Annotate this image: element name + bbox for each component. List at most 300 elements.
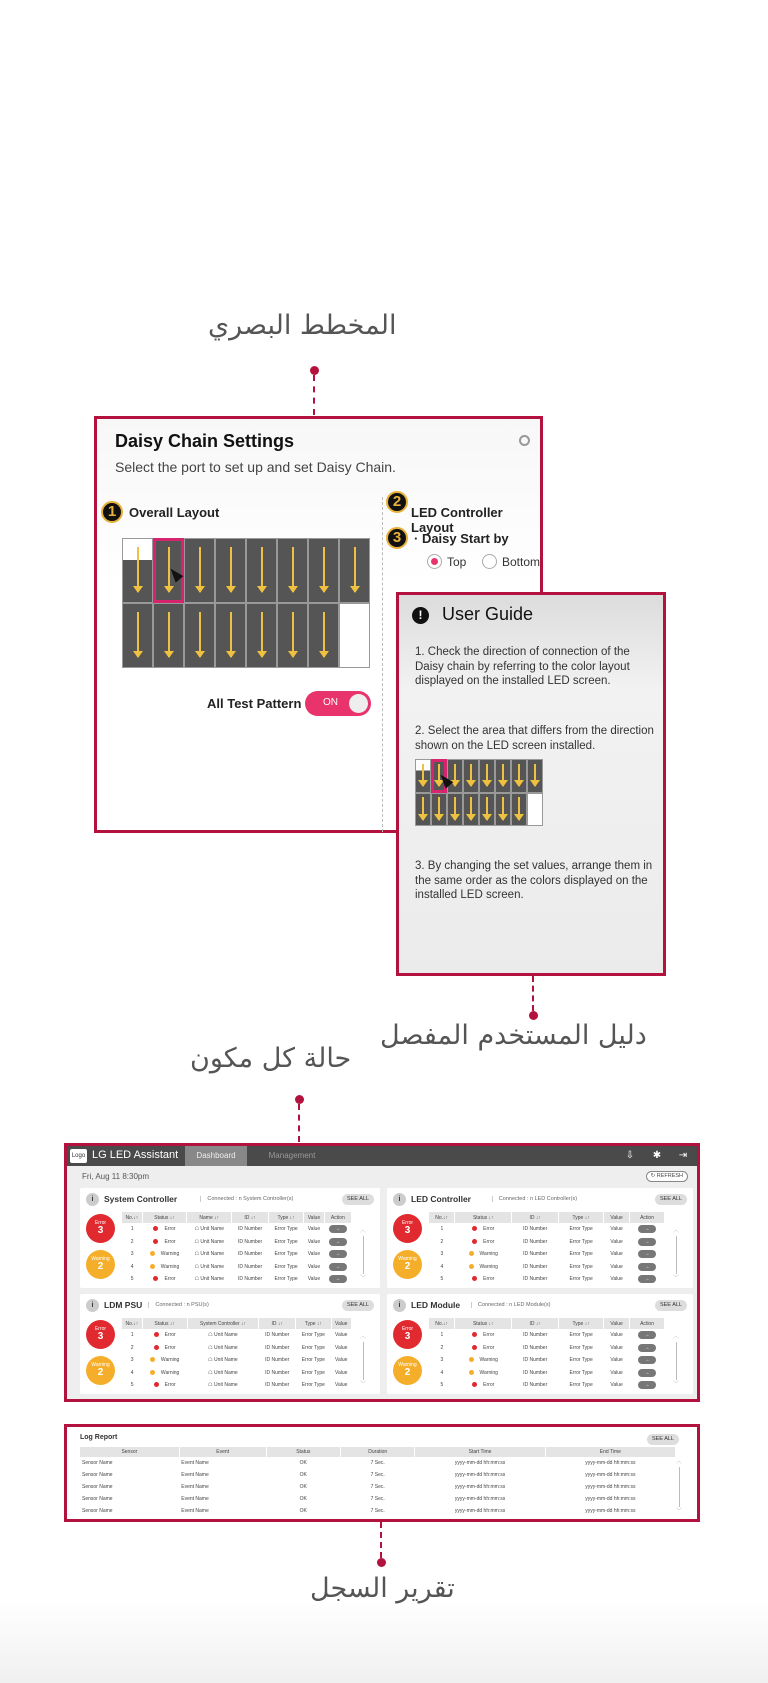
table-cell — [142, 1379, 187, 1392]
scroll-track[interactable] — [676, 1236, 677, 1274]
action-cell — [324, 1236, 351, 1249]
table-row[interactable] — [429, 1273, 665, 1286]
column-header[interactable]: Event — [179, 1447, 266, 1457]
card-scrollbar[interactable] — [673, 1334, 679, 1388]
column-header[interactable]: ID ↓↑ — [232, 1212, 269, 1223]
chevron-up-icon[interactable]: ︿ — [673, 1334, 680, 1340]
callout-connector — [532, 976, 534, 1011]
table-row[interactable] — [80, 1481, 676, 1493]
led-cabinet[interactable] — [495, 793, 511, 827]
table-cell: Event Name — [181, 1496, 209, 1502]
tab-management[interactable]: Management — [268, 1151, 316, 1160]
column-header[interactable]: Start Time — [415, 1447, 545, 1457]
table-cell — [268, 1261, 303, 1274]
warning-badge[interactable] — [393, 1356, 422, 1385]
column-header[interactable]: ID ↓↑ — [512, 1212, 559, 1223]
error-label: Error — [401, 1220, 414, 1226]
table-row[interactable] — [429, 1379, 665, 1392]
table-cell: Sensor Name — [82, 1508, 113, 1514]
connected-count: Connected : n LED Module(s) — [471, 1302, 550, 1308]
step-1-badge: 1 — [101, 501, 123, 523]
column-header[interactable]: Status ↓↑ — [455, 1212, 512, 1223]
status-dot — [472, 1239, 477, 1244]
cell-text: Error Type — [569, 1344, 593, 1351]
table-cell — [455, 1261, 512, 1274]
toggle-knob — [349, 694, 368, 713]
action-button[interactable]: → — [329, 1238, 347, 1246]
unit-icon: ☖ — [194, 1251, 201, 1258]
table-row[interactable] — [429, 1248, 665, 1261]
table-cell — [232, 1236, 269, 1249]
action-button[interactable]: → — [638, 1356, 656, 1364]
led-cabinet[interactable] — [122, 603, 153, 668]
table-row[interactable] — [429, 1342, 665, 1355]
status-dot — [472, 1226, 477, 1231]
log-see-all-button[interactable]: SEE ALL — [647, 1434, 679, 1445]
table-cell — [142, 1236, 187, 1249]
connected-count: Connected : n LED Controller(s) — [492, 1196, 577, 1202]
refresh-icon: ↻ — [650, 1173, 657, 1179]
tab-dashboard[interactable]: Dashboard — [185, 1146, 247, 1166]
arrow-down-icon — [261, 612, 263, 657]
table-cell — [604, 1354, 630, 1367]
cell-text: Warning — [160, 1263, 180, 1270]
connected-count: Connected : n System Controller(s) — [200, 1196, 293, 1202]
action-button[interactable]: → — [638, 1331, 656, 1339]
status-card — [80, 1294, 380, 1394]
table-cell — [259, 1367, 296, 1380]
table-cell — [429, 1223, 455, 1236]
card-scrollbar[interactable] — [360, 1228, 366, 1282]
table-row[interactable] — [429, 1354, 665, 1367]
table-row[interactable] — [429, 1236, 665, 1249]
column-header[interactable]: Duration — [341, 1447, 415, 1457]
action-button[interactable]: → — [638, 1225, 656, 1233]
column-header[interactable]: Type ↓↑ — [296, 1318, 331, 1329]
cell-text: ID Number — [265, 1332, 290, 1339]
cell-text: Unit Name — [200, 1263, 225, 1270]
dashboard-window — [64, 1143, 700, 1402]
table-cell — [296, 1329, 331, 1342]
table-cell — [296, 1379, 331, 1392]
cell-text: Error Type — [569, 1226, 593, 1233]
table-row[interactable] — [122, 1329, 352, 1342]
table-row[interactable] — [122, 1236, 352, 1249]
table-cell: yyyy-mm-dd hh:mm:ss — [585, 1508, 636, 1514]
led-cabinet[interactable] — [479, 759, 495, 793]
arrow-down-icon — [323, 612, 325, 657]
led-cabinet[interactable] — [308, 538, 339, 603]
unit-icon: ☖ — [208, 1357, 215, 1364]
arrow-down-icon — [470, 797, 472, 820]
table-cell — [259, 1354, 296, 1367]
info-icon: i — [86, 1193, 99, 1206]
see-all-button[interactable]: SEE ALL — [655, 1300, 687, 1311]
arrow-down-icon — [168, 612, 170, 657]
status-dot — [153, 1226, 158, 1231]
table-cell — [429, 1329, 455, 1342]
led-cabinet[interactable] — [479, 793, 495, 827]
cell-text: Unit Name — [214, 1332, 238, 1339]
led-cabinet[interactable] — [495, 759, 511, 793]
log-table — [80, 1447, 676, 1517]
column-header[interactable]: No.↓↑ — [122, 1212, 142, 1223]
arrow-down-icon — [518, 764, 520, 787]
status-dot — [154, 1332, 159, 1337]
column-header[interactable]: No.↓↑ — [429, 1212, 455, 1223]
chevron-up-icon[interactable]: ︿ — [676, 1459, 683, 1465]
table-row[interactable] — [122, 1379, 352, 1392]
table-cell — [304, 1223, 324, 1236]
table-row[interactable] — [122, 1367, 352, 1380]
table-cell — [455, 1329, 512, 1342]
cell-text: 1 — [130, 1226, 134, 1233]
chevron-up-icon[interactable]: ︿ — [360, 1334, 367, 1340]
cell-text: Error Type — [301, 1332, 325, 1339]
test-pattern-toggle[interactable] — [305, 691, 371, 716]
table-cell: yyyy-mm-dd hh:mm:ss — [454, 1484, 506, 1490]
table-cell: 7 Sec. — [370, 1508, 385, 1514]
status-table — [429, 1212, 665, 1286]
table-cell: Event Name — [181, 1472, 209, 1478]
table-cell — [604, 1273, 630, 1286]
led-cabinet[interactable] — [246, 538, 277, 603]
table-cell — [232, 1248, 269, 1261]
led-cabinet[interactable] — [184, 538, 215, 603]
led-cabinet[interactable] — [215, 538, 246, 603]
column-header[interactable]: Status ↓↑ — [142, 1318, 187, 1329]
step-3-badge: 3 — [386, 527, 408, 549]
warning-badge[interactable] — [86, 1356, 115, 1385]
chevron-down-icon[interactable]: ﹀ — [673, 1276, 680, 1282]
column-header[interactable]: No.↓↑ — [122, 1318, 142, 1329]
led-cabinet[interactable] — [339, 538, 370, 603]
cell-text: 3 — [440, 1251, 444, 1258]
table-cell — [187, 1273, 232, 1286]
action-button[interactable]: → — [329, 1263, 347, 1271]
led-cabinet[interactable] — [447, 793, 463, 827]
table-cell — [559, 1273, 604, 1286]
scroll-track[interactable] — [679, 1467, 680, 1507]
action-cell — [630, 1379, 665, 1392]
table-row[interactable] — [429, 1367, 665, 1380]
action-button[interactable]: → — [638, 1344, 656, 1352]
table-row[interactable] — [122, 1273, 352, 1286]
led-cabinet[interactable] — [277, 603, 308, 668]
arrow-down-icon — [502, 797, 504, 820]
section-divider — [382, 497, 383, 832]
action-button[interactable]: → — [638, 1275, 656, 1283]
led-cabinet[interactable] — [511, 759, 527, 793]
panel-subtitle: Select the port to set up and set Daisy Chain. — [115, 459, 396, 475]
table-row[interactable] — [80, 1493, 676, 1505]
see-all-button[interactable]: SEE ALL — [655, 1194, 687, 1205]
status-dot — [469, 1264, 474, 1269]
radio-bottom[interactable] — [482, 554, 497, 569]
table-row[interactable] — [80, 1457, 676, 1469]
error-count: 3 — [97, 1331, 104, 1342]
table-cell — [296, 1342, 331, 1355]
led-cabinet[interactable] — [184, 603, 215, 668]
cell-text: Unit Name — [200, 1226, 225, 1233]
table-row[interactable] — [122, 1342, 352, 1355]
table-cell — [142, 1354, 187, 1367]
arrow-down-icon — [486, 797, 488, 820]
info-icon: i — [86, 1299, 99, 1312]
table-cell: Event Name — [181, 1460, 209, 1466]
table-row[interactable] — [122, 1261, 352, 1274]
table-row[interactable] — [80, 1505, 676, 1517]
table-row[interactable] — [80, 1469, 676, 1481]
led-cabinet[interactable] — [415, 759, 431, 793]
led-cabinet[interactable] — [431, 793, 447, 827]
column-header[interactable]: Status ↓↑ — [455, 1318, 512, 1329]
table-row[interactable] — [122, 1354, 352, 1367]
close-icon[interactable] — [519, 435, 530, 446]
info-icon: i — [393, 1193, 406, 1206]
table-cell — [429, 1379, 455, 1392]
table-cell: Sensor Name — [82, 1460, 113, 1466]
led-cabinet[interactable] — [447, 759, 463, 793]
led-cabinet[interactable] — [527, 759, 543, 793]
column-header[interactable]: Type ↓↑ — [559, 1318, 604, 1329]
led-cabinet[interactable] — [415, 793, 431, 827]
led-cabinet[interactable] — [511, 793, 527, 827]
see-all-button[interactable]: SEE ALL — [342, 1194, 374, 1205]
radio-top[interactable] — [427, 554, 442, 569]
column-header[interactable]: Sensor — [80, 1447, 179, 1457]
cell-text: ID Number — [265, 1344, 290, 1351]
led-cabinet[interactable] — [431, 759, 447, 793]
column-header[interactable]: Type ↓↑ — [268, 1212, 303, 1223]
table-cell — [512, 1273, 559, 1286]
column-header[interactable]: ID ↓↑ — [512, 1318, 559, 1329]
led-cabinet[interactable] — [153, 538, 184, 603]
cell-text: 5 — [440, 1382, 444, 1389]
cell-text: Error Type — [301, 1369, 325, 1376]
chevron-down-icon[interactable]: ﹀ — [676, 1509, 683, 1515]
table-cell — [268, 1236, 303, 1249]
card-title: System Controller — [104, 1194, 178, 1204]
led-cabinet[interactable] — [215, 603, 246, 668]
led-cabinet[interactable] — [339, 603, 370, 668]
warning-label: Warning — [91, 1362, 110, 1368]
cell-text: Error — [483, 1276, 495, 1283]
table-cell — [259, 1342, 296, 1355]
see-all-button[interactable]: SEE ALL — [342, 1300, 374, 1311]
cell-text: Warning — [479, 1263, 498, 1270]
cell-text: Error — [483, 1226, 495, 1233]
action-button[interactable]: → — [329, 1275, 347, 1283]
table-row[interactable] — [429, 1261, 665, 1274]
error-badge[interactable] — [86, 1320, 115, 1349]
warning-badge[interactable] — [393, 1250, 422, 1279]
error-label: Error — [94, 1220, 107, 1226]
error-badge[interactable] — [393, 1320, 422, 1349]
table-row[interactable] — [429, 1223, 665, 1236]
app-title: LG LED Assistant — [92, 1149, 179, 1161]
card-scrollbar[interactable] — [360, 1334, 366, 1388]
action-button[interactable]: → — [638, 1238, 656, 1246]
led-cabinet[interactable] — [153, 603, 184, 668]
table-cell — [455, 1273, 512, 1286]
chevron-up-icon[interactable]: ︿ — [360, 1228, 367, 1234]
table-cell — [512, 1329, 559, 1342]
status-card — [387, 1188, 693, 1288]
log-report-title: Log Report — [80, 1434, 118, 1441]
led-cabinet[interactable] — [308, 603, 339, 668]
arrow-down-icon — [354, 547, 356, 592]
column-header[interactable]: Type ↓↑ — [559, 1212, 604, 1223]
table-cell: Sensor Name — [82, 1472, 113, 1478]
cell-text: Error Type — [301, 1357, 325, 1364]
scroll-track[interactable] — [676, 1342, 677, 1380]
column-header[interactable]: Value — [604, 1212, 630, 1223]
column-header[interactable]: Value — [331, 1318, 351, 1329]
connected-count: Connected : n PSU(s) — [148, 1302, 209, 1308]
led-cabinet[interactable] — [463, 793, 479, 827]
unit-icon: ☖ — [208, 1369, 215, 1376]
logout-icon[interactable]: ⇥ — [678, 1150, 688, 1161]
table-row[interactable] — [122, 1223, 352, 1236]
cell-text: Value — [335, 1382, 348, 1389]
column-header[interactable]: End Time — [545, 1447, 675, 1457]
led-cabinet[interactable] — [277, 538, 308, 603]
table-cell — [331, 1354, 351, 1367]
chevron-down-icon[interactable]: ﹀ — [673, 1382, 680, 1388]
table-cell — [268, 1273, 303, 1286]
card-scrollbar[interactable] — [673, 1228, 679, 1282]
cell-text: ID Number — [237, 1226, 263, 1233]
column-header[interactable]: ID ↓↑ — [259, 1318, 296, 1329]
chevron-up-icon[interactable]: ︿ — [673, 1228, 680, 1234]
unit-icon: ☖ — [208, 1332, 215, 1339]
unit-icon: ☖ — [194, 1226, 201, 1233]
column-header[interactable]: Action — [630, 1318, 665, 1329]
table-cell — [331, 1367, 351, 1380]
error-badge[interactable] — [86, 1214, 115, 1243]
scroll-track[interactable] — [363, 1236, 364, 1274]
gear-icon[interactable]: ✱ — [652, 1150, 662, 1161]
table-cell — [512, 1342, 559, 1355]
cell-text: Warning — [160, 1357, 180, 1364]
table-cell — [122, 1367, 142, 1380]
warning-badge[interactable] — [86, 1250, 115, 1279]
cell-text: Value — [307, 1251, 321, 1258]
cell-text: Error Type — [569, 1332, 593, 1339]
cell-text: ID Number — [523, 1369, 548, 1376]
led-cabinet[interactable] — [463, 759, 479, 793]
arrow-down-icon — [199, 547, 201, 592]
cell-text: Error Type — [569, 1276, 593, 1283]
chevron-down-icon[interactable]: ﹀ — [360, 1276, 367, 1282]
error-count: 3 — [404, 1331, 411, 1342]
table-cell — [604, 1236, 630, 1249]
status-dot — [150, 1264, 155, 1269]
column-header[interactable]: Action — [324, 1212, 351, 1223]
column-header[interactable]: System Controller ↓↑ — [187, 1318, 259, 1329]
current-date: Fri, Aug 11 8:30pm — [82, 1172, 149, 1181]
status-dot — [153, 1276, 158, 1281]
column-header[interactable]: Action — [630, 1212, 665, 1223]
table-cell — [455, 1342, 512, 1355]
user-guide-panel — [396, 592, 666, 976]
led-cabinet[interactable] — [122, 538, 153, 603]
cell-text: Error Type — [274, 1263, 298, 1270]
action-button[interactable]: → — [329, 1225, 347, 1233]
arrow-down-icon — [470, 764, 472, 787]
table-cell — [559, 1354, 604, 1367]
guide-step-3: 3. By changing the set values, arrange them in the same order as the colors displayed on the installed LED screen. — [415, 860, 653, 901]
column-header[interactable]: Value — [604, 1318, 630, 1329]
cell-text: 4 — [440, 1369, 444, 1376]
table-cell — [296, 1367, 331, 1380]
cell-text: ID Number — [237, 1263, 263, 1270]
cell-text: 3 — [440, 1357, 444, 1364]
cell-text: Value — [610, 1344, 623, 1351]
column-header[interactable]: Status — [266, 1447, 340, 1457]
column-header[interactable]: No.↓↑ — [429, 1318, 455, 1329]
card-header — [86, 1299, 374, 1313]
cell-text: Value — [335, 1344, 348, 1351]
action-button[interactable]: → — [638, 1250, 656, 1258]
status-dot — [472, 1332, 477, 1337]
cell-text: ID Number — [237, 1251, 263, 1258]
download-icon[interactable]: ⇩ — [625, 1150, 635, 1161]
chevron-down-icon[interactable]: ﹀ — [360, 1382, 367, 1388]
status-dot — [469, 1357, 474, 1362]
cell-text: Error — [483, 1332, 495, 1339]
cell-text: Value — [307, 1276, 321, 1283]
error-badge[interactable] — [393, 1214, 422, 1243]
table-cell — [142, 1248, 187, 1261]
column-header[interactable]: Status ↓↑ — [142, 1212, 187, 1223]
cell-text: Error — [164, 1382, 176, 1389]
arrow-down-icon — [199, 612, 201, 657]
action-button[interactable]: → — [638, 1381, 656, 1389]
table-cell — [604, 1342, 630, 1355]
table-cell — [331, 1329, 351, 1342]
table-cell — [142, 1329, 187, 1342]
action-button[interactable]: → — [638, 1263, 656, 1271]
callout-component-status: حالة كل مكون — [190, 1043, 352, 1074]
cell-text: ID Number — [523, 1238, 548, 1245]
scroll-track[interactable] — [363, 1342, 364, 1380]
table-cell — [296, 1354, 331, 1367]
led-cabinet[interactable] — [527, 793, 543, 827]
action-button[interactable]: → — [638, 1369, 656, 1377]
table-cell — [559, 1248, 604, 1261]
led-cabinet[interactable] — [246, 603, 277, 668]
callout-visual-layout: المخطط البصري — [208, 310, 397, 341]
refresh-button[interactable] — [646, 1171, 688, 1182]
table-cell — [187, 1329, 259, 1342]
table-row[interactable] — [122, 1248, 352, 1261]
table-cell: yyyy-mm-dd hh:mm:ss — [585, 1484, 636, 1490]
table-row[interactable] — [429, 1329, 665, 1342]
table-cell — [187, 1367, 259, 1380]
cell-text: 2 — [440, 1344, 444, 1351]
column-header[interactable]: Name ↓↑ — [187, 1212, 232, 1223]
table-cell — [559, 1261, 604, 1274]
column-header[interactable]: Value — [304, 1212, 324, 1223]
action-button[interactable]: → — [329, 1250, 347, 1258]
cell-text: ID Number — [523, 1344, 548, 1351]
cell-text: Value — [307, 1226, 321, 1233]
table-cell — [455, 1354, 512, 1367]
error-label: Error — [401, 1326, 414, 1332]
log-scrollbar[interactable] — [676, 1459, 682, 1515]
